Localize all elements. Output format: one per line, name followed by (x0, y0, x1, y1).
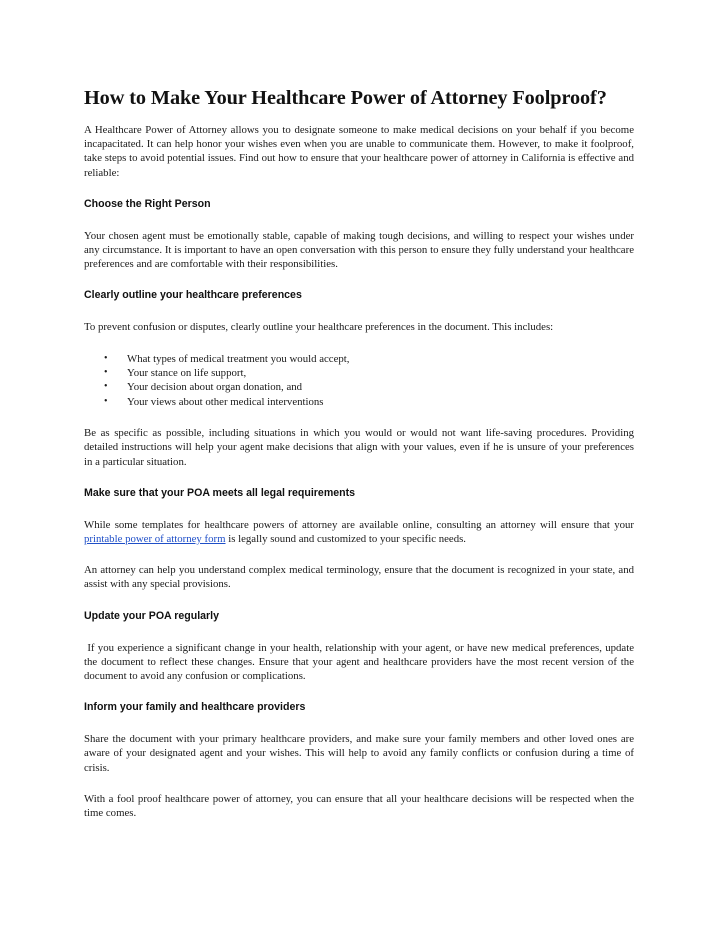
list-item (84, 395, 634, 409)
section-paragraph-update-poa: If you experience a significant change in your health, relationship with your agent, or have new medical preferences, update the document to reflect these changes. Ensure that your agent and healthcare providers have the most recent version of the document to avoid any confusion or complications. (84, 641, 637, 683)
list-item-text: Your views about other medical interventions (127, 395, 324, 408)
section-lead-outline-preferences: To prevent confusion or disputes, clearly outline your healthcare preferences in the document. This includes: (84, 321, 554, 334)
bullet-icon: • (104, 367, 108, 379)
document-title: How to Make Your Healthcare Power of Attorney Foolproof? (84, 87, 607, 109)
bullet-icon: • (104, 381, 108, 393)
section-paragraph-choose-person: Your chosen agent must be emotionally stable, capable of making tough decisions, and willing to respect your wishes under any circumstance. It is important to have an open conversation with this person to ensure they fully understand your healthcare preferences and are comfortable with their responsibilities. (84, 229, 634, 271)
section-paragraph-be-specific: Be as specific as possible, including situations in which you would or would not want life-saving procedures. Providing detailed instructions will help your agent make decisions that align with your values, even if he is unsure of your preferences in a particular situation. (84, 427, 634, 468)
section-heading-update-poa: Update your POA regularly (84, 609, 220, 622)
printable-poa-form-link[interactable]: printable power of attorney form (84, 533, 226, 546)
document-page (84, 86, 637, 820)
section-paragraph-attorney-help: An attorney can help you understand complex medical terminology, ensure that the document is recognized in your state, and assist with any special provisions. (84, 564, 634, 591)
list-item (84, 366, 634, 380)
section-heading-outline-preferences: Clearly outline your healthcare preferences (84, 289, 302, 302)
paragraph-text-after-link: is legally sound and customized to your specific needs. (225, 533, 466, 546)
list-item-text: Your stance on life support, (127, 367, 247, 380)
section-heading-inform-family: Inform your family and healthcare providers (84, 701, 306, 714)
list-item (84, 352, 634, 366)
list-item (84, 380, 634, 394)
bullet-icon: • (104, 395, 108, 407)
section-paragraph-share-document: Share the document with your primary healthcare providers, and make sure your family members and other loved ones are aware of your designated agent and your wishes. This will help to avoid any family conflicts or confusion during a time of crisis. (84, 733, 634, 774)
list-item-text: What types of medical treatment you would accept, (127, 352, 350, 365)
intro-paragraph: A Healthcare Power of Attorney allows you to designate someone to make medical decisions on your behalf if you become incapacitated. It can help honor your wishes even when you are unable to communicate them. However, to make it foolproof, take steps to avoid potential issues. Find out how to ensure that your healthcare power of attorney in California is effective and reliable: (84, 124, 634, 179)
bullet-icon: • (104, 352, 108, 364)
section-paragraph-templates (84, 518, 634, 546)
paragraph-text-before-link: While some templates for healthcare powers of attorney are available online, consulting an attorney will ensure that your (84, 518, 634, 531)
preferences-list (84, 352, 634, 410)
section-heading-choose-person: Choose the Right Person (84, 197, 211, 210)
section-heading-legal-requirements: Make sure that your POA meets all legal requirements (84, 486, 356, 499)
list-item-text: Your decision about organ donation, and (127, 381, 303, 394)
closing-paragraph: With a fool proof healthcare power of attorney, you can ensure that all your healthcare decisions will be respected when the time comes. (84, 792, 634, 820)
